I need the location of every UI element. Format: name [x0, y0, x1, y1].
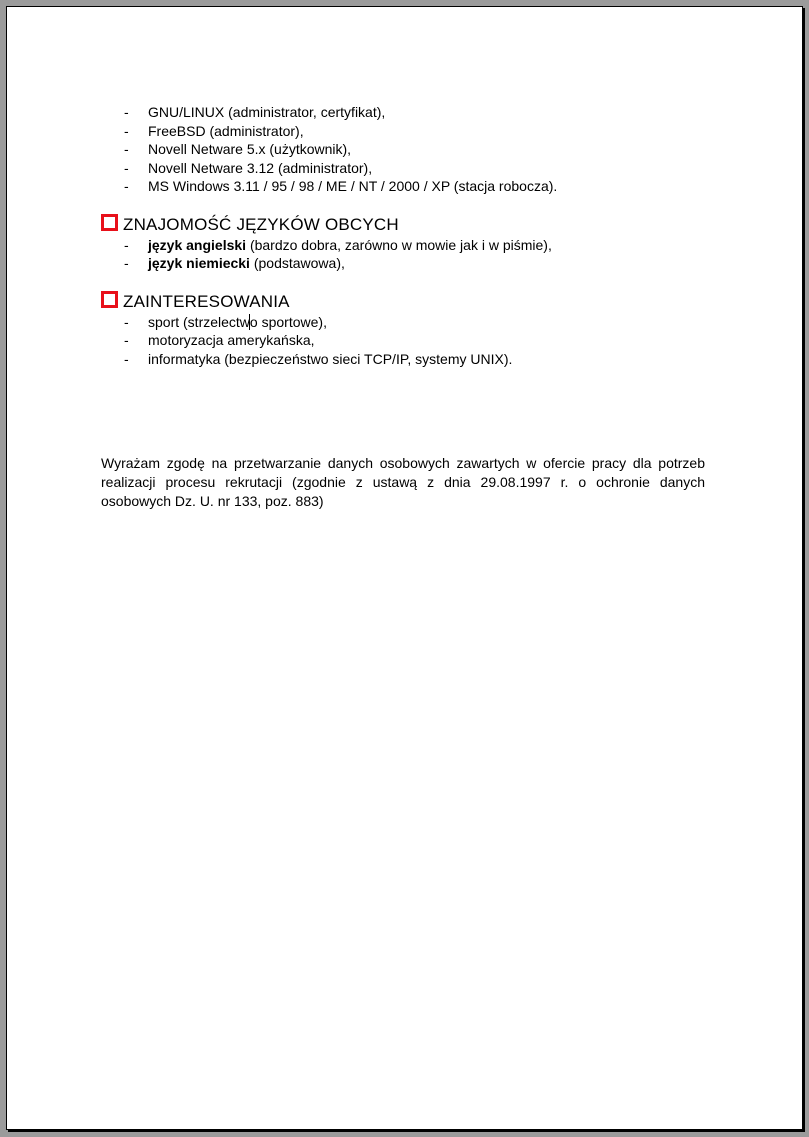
consent-paragraph: Wyrażam zgodę na przetwarzanie danych osobowych zawartych w ofercie pracy dla potrzeb realizacji procesu rekrutacji (zgodnie z ustawą z dnia 29.08.1997 r. o ochronie danych osobowych Dz. U. nr 133, poz. 883)	[101, 455, 705, 509]
interests-list	[101, 313, 705, 369]
dash-bullet: -	[124, 332, 129, 348]
list-item: - język angielski (bardzo dobra, zarówno w mowie jak i w piśmie),	[124, 236, 552, 253]
list-item: - Novell Netware 3.12 (administrator),	[124, 159, 373, 176]
list-item: - Novell Netware 5.x (użytkownik),	[124, 141, 352, 157]
dash-bullet: -	[124, 141, 129, 157]
red-square-checkbox-icon	[101, 291, 118, 308]
page-content	[101, 103, 705, 525]
section-title: ZNAJOMOŚĆ JĘZYKÓW OBCYCH	[123, 214, 399, 234]
dash-bullet: -	[124, 159, 129, 176]
systems-list	[101, 103, 705, 196]
list-item: - sport (strzelectwo sportowe),	[124, 313, 327, 330]
list-item: - informatyka (bezpieczeństwo sieci TCP/IP, systemy UNIX).	[124, 350, 513, 367]
document-page	[6, 6, 803, 1130]
list-item: - FreeBSD (administrator),	[124, 122, 304, 139]
dash-bullet: -	[124, 122, 129, 139]
section-title: ZAINTERESOWANIA	[123, 291, 290, 311]
language-name: język angielski	[148, 236, 247, 253]
section-languages-heading	[101, 214, 705, 236]
dash-bullet: -	[124, 255, 129, 271]
section-interests-heading	[101, 291, 705, 313]
language-name: język niemiecki	[148, 255, 250, 271]
dash-bullet: -	[124, 350, 129, 367]
dash-bullet: -	[124, 104, 129, 120]
dash-bullet: -	[124, 313, 129, 330]
dash-bullet: -	[124, 178, 129, 194]
list-item: - motoryzacja amerykańska,	[124, 332, 315, 348]
list-item: - język niemiecki (podstawowa),	[124, 255, 345, 271]
dash-bullet: -	[124, 236, 129, 253]
languages-list	[101, 236, 705, 273]
red-square-checkbox-icon	[101, 214, 118, 231]
list-item: - GNU/LINUX (administrator, certyfikat),	[124, 104, 386, 120]
list-item: - MS Windows 3.11 / 95 / 98 / ME / NT / 2000 / XP (stacja robocza).	[124, 178, 558, 194]
